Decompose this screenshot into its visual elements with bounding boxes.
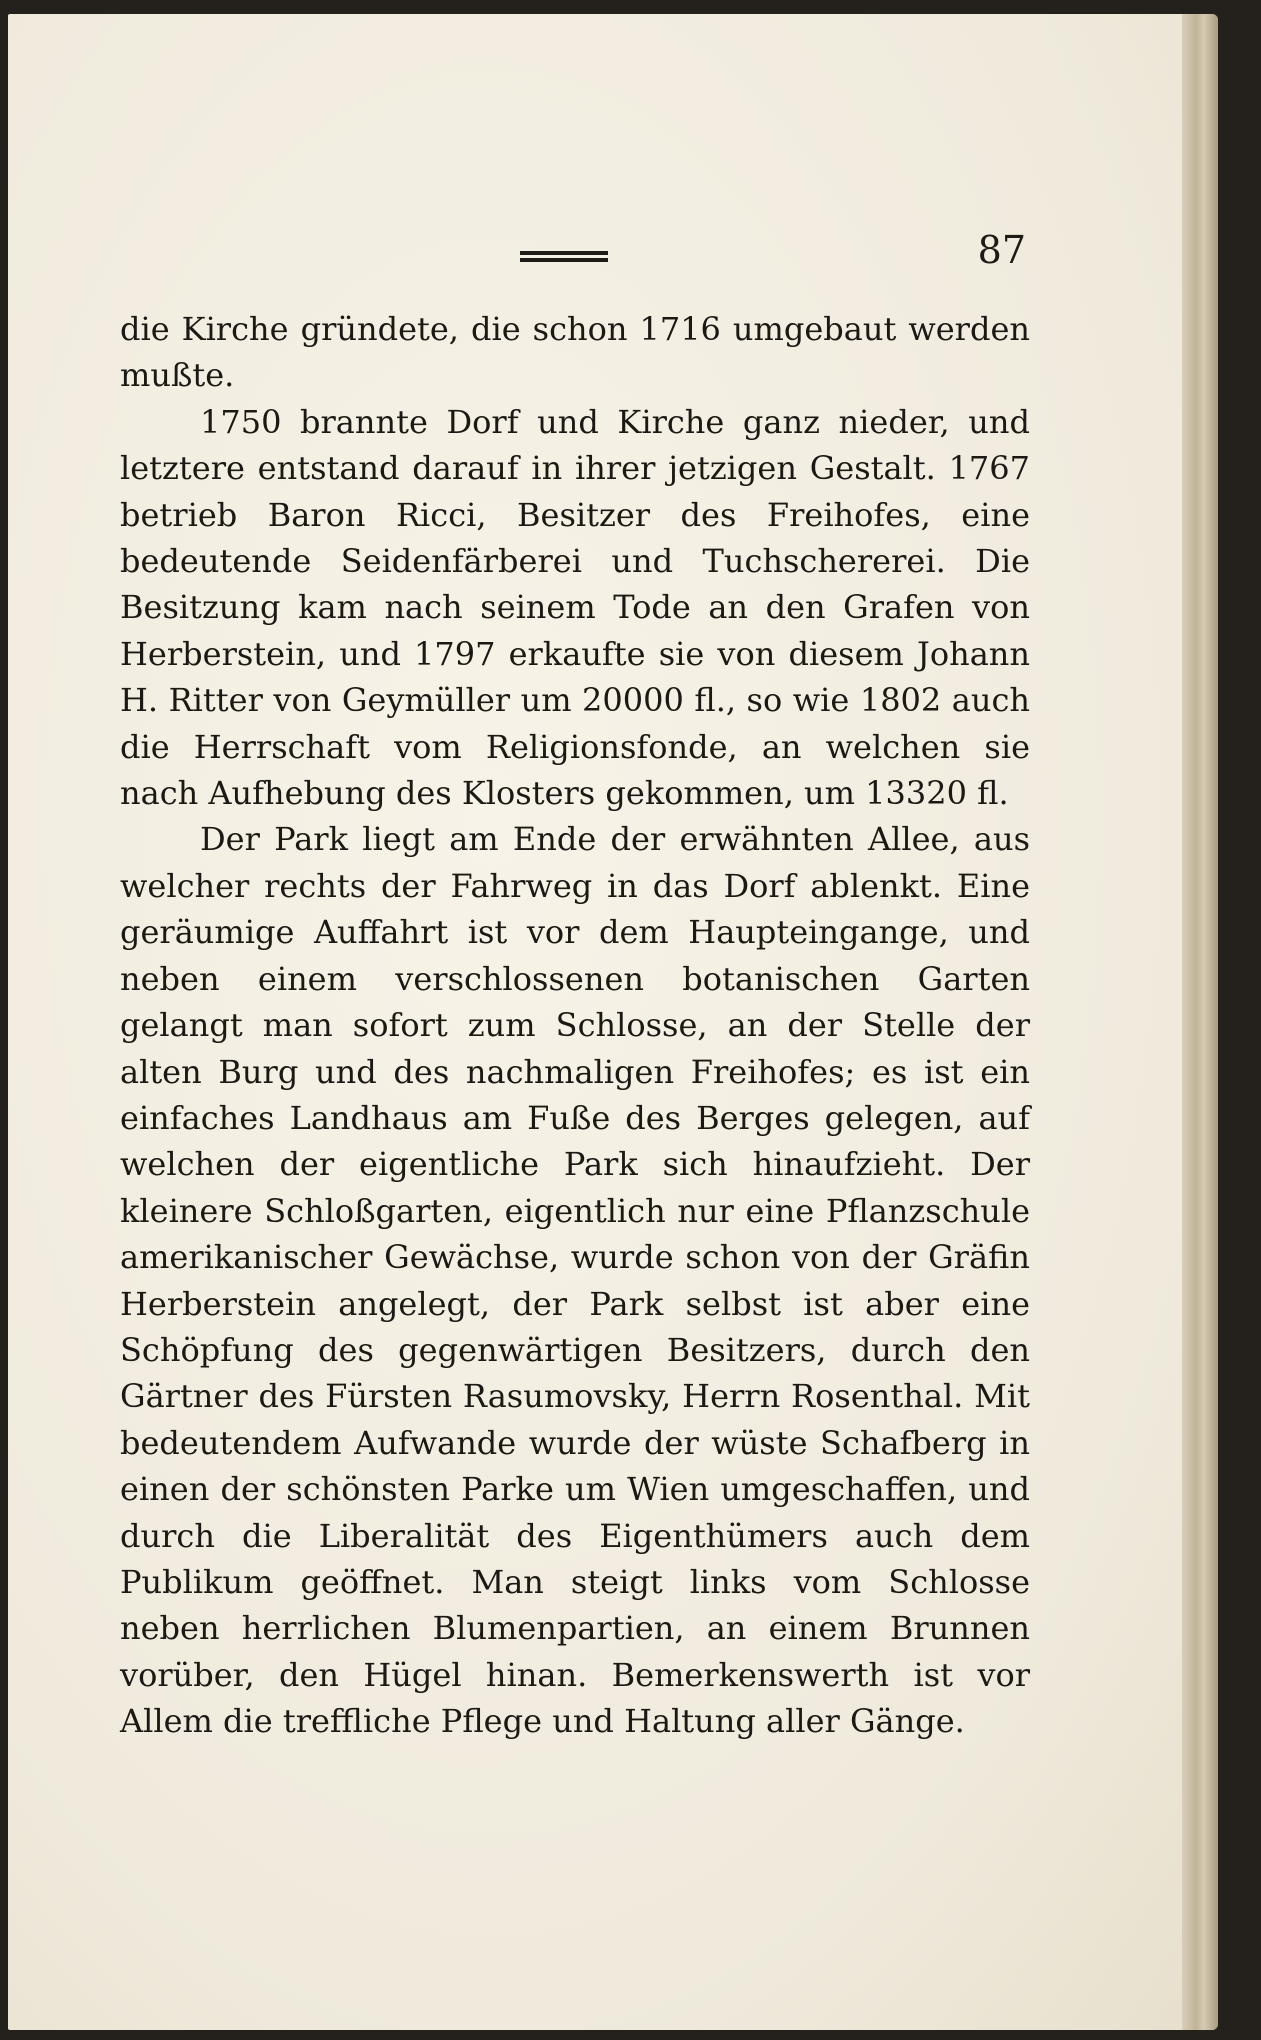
book-page <box>8 14 1218 2030</box>
paragraph-3: Der Park liegt am Ende der erwähnten Allee, aus welcher rechts der Fahrweg in das Dorf ablenkt. Eine geräumige Auffahrt ist vor dem Haupteingange, und neben einem verschlossenen botanischen Garten gelangt man sofort zum Schlosse, an der Stelle der alten Burg und des nachmaligen Freihofes; es ist ein einfaches Landhaus am Fuße des Berges gelegen, auf welchen der eigentliche Park sich hinaufzieht. Der kleinere Schloßgarten, eigentlich nur eine Pflanzschule amerikanischer Gewächse, wurde schon von der Gräfin Herberstein angelegt, der Park selbst ist aber eine Schöpfung des gegenwärtigen Besitzers, durch den Gärtner des Fürsten Rasumovsky, Herrn Rosenthal. Mit bedeutendem Aufwande wurde der wüste Schafberg in einen der schönsten Parke um Wien umgeschaffen, und durch die Liberalität des Eigenthümers auch dem Publikum geöffnet. Man steigt links vom Schlosse neben herrlichen Blumenpartien, an einem Brunnen vorüber, den Hügel hinan. Bemerkenswerth ist vor Allem die treffliche Pflege und Haltung aller Gänge. <box>120 820 1030 1741</box>
header-rule <box>520 251 608 267</box>
body-text <box>120 306 1030 1745</box>
paragraph-2: 1750 brannte Dorf und Kirche ganz nieder, und letztere entstand darauf in ihrer jetzigen Gestalt. 1767 betrieb Baron Ricci, Besitzer des Freihofes, eine bedeutende Seidenfärberei und Tuchschererei. Die Besitzung kam nach seinem Tode an den Grafen von Herberstein, und 1797 erkaufte sie von diesem Johann H. Ritter von Geymüller um 20000 fl., so wie 1802 auch die Herrschaft vom Religionsfonde, an welchen sie nach Aufhebung des Klosters gekommen, um 13320 fl. <box>120 402 1030 813</box>
page-edge <box>1182 14 1218 2030</box>
page-number: 87 <box>977 228 1026 272</box>
paragraph-1: die Kirche gründete, die schon 1716 umgebaut werden mußte. <box>120 310 1030 395</box>
